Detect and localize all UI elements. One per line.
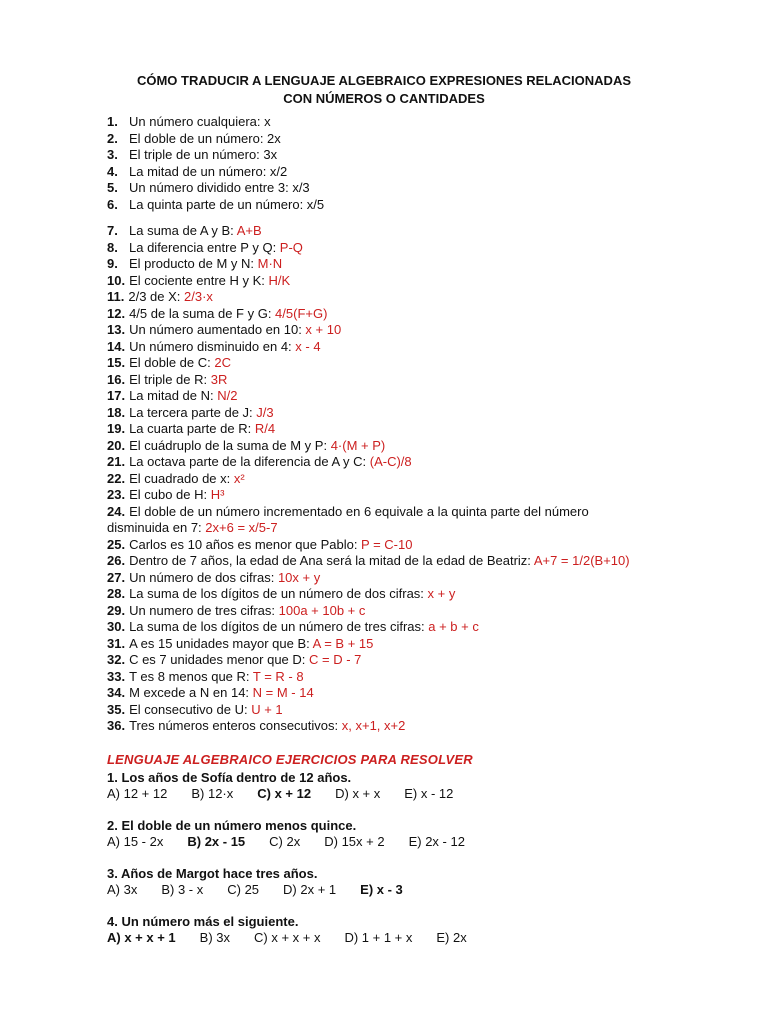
item-number: 3. [107, 147, 118, 162]
option: B) 3x [199, 930, 230, 945]
item-number: 14. [107, 338, 126, 354]
correct-option: A) x + x + 1 [107, 930, 176, 945]
item-text: El doble de un número: 2x [129, 130, 281, 146]
list-item [107, 669, 647, 686]
item-number: 22. [107, 470, 126, 486]
item-number: 15. [107, 355, 126, 370]
option: C) 25 [227, 882, 260, 897]
item-answer: U + 1 [251, 701, 283, 717]
list-item [107, 355, 647, 372]
item-number: 23. [107, 487, 126, 502]
list-item [107, 685, 647, 702]
list-item [107, 372, 647, 389]
item-answer: J/3 [256, 404, 274, 420]
item-text: Carlos es 10 años es menor que Pablo: [129, 536, 362, 552]
question-gap [107, 849, 667, 863]
item-number: 20. [107, 437, 126, 453]
item-answer: (A-C)/8 [369, 454, 412, 469]
item-number: 2. [107, 130, 118, 146]
list-item [107, 487, 647, 504]
option: A) 12 + 12 [107, 786, 168, 801]
list-item [107, 388, 647, 405]
list-item [107, 197, 647, 214]
item-number: 32. [107, 652, 126, 667]
list-item [107, 553, 647, 570]
item-answer: 2C [214, 355, 231, 370]
item-text: Un número dividido entre 3: x/3 [129, 180, 310, 195]
list-item [107, 537, 647, 554]
item-answer: x - 4 [295, 338, 321, 354]
question-text: 3. Años de Margot hace tres años. [107, 866, 318, 881]
item-number: 5. [107, 180, 118, 195]
list-item [107, 147, 647, 164]
item-text: Tres números enteros consecutivos: [129, 718, 342, 733]
question-text: 2. El doble de un número menos quince. [107, 818, 357, 833]
list-item [107, 504, 647, 537]
question-options [107, 786, 667, 801]
question-gap [107, 801, 667, 815]
item-answer: N/2 [217, 388, 238, 403]
correct-option: C) x + 12 [257, 786, 312, 801]
item-answer: A+7 = 1/2(B+10) [533, 553, 630, 568]
list-item [107, 223, 647, 240]
item-answer: 2x+6 = x/5-7 [205, 520, 278, 535]
item-text: Un numero de tres cifras: [129, 602, 279, 618]
list-item [107, 164, 647, 181]
item-answer: R/4 [254, 421, 276, 436]
item-answer: C = D - 7 [309, 652, 362, 667]
question-text: 1. Los años de Sofía dentro de 12 años. [107, 770, 352, 785]
list-item [107, 471, 647, 488]
item-answer: x + 10 [305, 322, 342, 337]
title-line-2: CON NÚMEROS O CANTIDADES [283, 91, 485, 106]
title-line-1: CÓMO TRADUCIR A LENGUAJE ALGEBRAICO EXPRESIONES RELACIONADAS [136, 73, 632, 88]
item-text: C es 7 unidades menor que D: [129, 652, 310, 667]
list-item [107, 405, 647, 422]
item-text: La cuarta parte de R: [129, 421, 255, 436]
translation-list [107, 114, 647, 735]
item-answer: P-Q [279, 239, 303, 255]
list-item [107, 421, 647, 438]
item-text: El doble de C: [129, 355, 215, 370]
list-item [107, 306, 647, 323]
question-gap [107, 897, 667, 911]
list-item [107, 131, 647, 148]
option: A) 15 - 2x [107, 834, 164, 849]
item-text: La tercera parte de J: [129, 404, 257, 420]
item-text: El cuádruplo de la suma de M y P: [129, 437, 331, 453]
item-answer: 10x + y [277, 569, 321, 585]
item-number: 6. [107, 196, 118, 212]
item-answer: H³ [210, 487, 225, 502]
item-text: 4/5 de la suma de F y G: [129, 305, 276, 321]
item-text: Un número aumentado en 10: [129, 322, 306, 337]
item-number: 8. [107, 239, 118, 255]
list-item [107, 114, 647, 131]
item-text: La quinta parte de un número: x/5 [129, 196, 325, 212]
item-number: 12. [107, 305, 126, 321]
item-text: El doble de un número incrementado en 6 equivale a la quinta parte del número disminuida en 7: [107, 503, 589, 535]
item-number: 13. [107, 322, 126, 337]
item-answer: 4·(M + P) [330, 437, 386, 453]
list-item [107, 718, 647, 735]
list-item [107, 322, 647, 339]
item-text: El triple de un número: 3x [129, 147, 278, 162]
item-text: La mitad de un número: x/2 [129, 163, 288, 179]
item-text: La suma de A y B: [129, 223, 237, 238]
item-number: 17. [107, 388, 126, 403]
item-text: La mitad de N: [129, 388, 218, 403]
item-number: 11. [107, 289, 125, 304]
item-number: 1. [107, 114, 118, 129]
list-item [107, 702, 647, 719]
list-item [107, 273, 647, 290]
item-answer: H/K [268, 272, 291, 288]
item-number: 25. [107, 536, 126, 552]
item-text: El producto de M y N: [129, 256, 258, 271]
item-answer: x² [233, 470, 245, 486]
item-number: 33. [107, 668, 126, 684]
item-number: 31. [107, 635, 126, 651]
question-options [107, 882, 667, 897]
item-answer: M·N [257, 256, 283, 271]
item-number: 9. [107, 256, 118, 271]
list-gap [107, 213, 647, 223]
list-item [107, 636, 647, 653]
item-number: 4. [107, 163, 118, 179]
option: E) 2x [436, 930, 467, 945]
option: B) 12·x [191, 786, 234, 801]
option: C) 2x [269, 834, 301, 849]
item-answer: 100a + 10b + c [278, 602, 366, 618]
item-text: El triple de R: [129, 371, 211, 387]
exercises-section [107, 752, 667, 945]
item-text: A es 15 unidades mayor que B: [129, 635, 313, 651]
document-title [0, 72, 768, 108]
item-text: La suma de los dígitos de un número de tres cifras: [129, 619, 429, 634]
list-item [107, 289, 647, 306]
item-answer: A+B [236, 223, 262, 238]
item-number: 24. [107, 503, 126, 519]
item-answer: T = R - 8 [252, 668, 304, 684]
item-text: Un número disminuido en 4: [129, 338, 296, 354]
option: B) 3 - x [161, 882, 204, 897]
list-item [107, 240, 647, 257]
correct-option: E) x - 3 [360, 882, 403, 897]
item-text: Dentro de 7 años, la edad de Ana será la mitad de la edad de Beatriz: [129, 553, 534, 568]
item-answer: P = C-10 [361, 536, 413, 552]
item-number: 29. [107, 602, 126, 618]
question-text: 4. Un número más el siguiente. [107, 914, 299, 929]
option: D) 1 + 1 + x [344, 930, 413, 945]
item-number: 18. [107, 404, 126, 420]
item-number: 28. [107, 586, 126, 601]
item-text: T es 8 menos que R: [129, 668, 253, 684]
item-number: 35. [107, 701, 126, 717]
item-text: El cuadrado de x: [129, 470, 234, 486]
option: C) x + x + x [254, 930, 321, 945]
question-options [107, 834, 667, 849]
item-text: M excede a N en 14: [129, 685, 253, 700]
item-number: 36. [107, 718, 126, 733]
list-item [107, 256, 647, 273]
item-number: 10. [107, 272, 126, 288]
item-number: 26. [107, 553, 126, 568]
list-item [107, 339, 647, 356]
item-text: 2/3 de X: [128, 289, 185, 304]
item-text: La suma de los dígitos de un número de dos cifras: [129, 586, 428, 601]
list-item [107, 652, 647, 669]
item-answer: A = B + 15 [312, 635, 374, 651]
item-answer: N = M - 14 [252, 685, 314, 700]
item-text: El consecutivo de U: [129, 701, 252, 717]
list-item [107, 454, 647, 471]
question-options [107, 930, 667, 945]
item-number: 19. [107, 421, 126, 436]
item-text: La diferencia entre P y Q: [129, 239, 280, 255]
list-item [107, 570, 647, 587]
exercises-title: LENGUAJE ALGEBRAICO EJERCICIOS PARA RESOLVER [107, 752, 473, 767]
option: D) x + x [335, 786, 381, 801]
item-answer: 3R [210, 371, 228, 387]
item-number: 34. [107, 685, 126, 700]
option: D) 2x + 1 [283, 882, 337, 897]
item-number: 16. [107, 371, 126, 387]
item-answer: x + y [427, 586, 456, 601]
correct-option: B) 2x - 15 [187, 834, 246, 849]
option: E) x - 12 [404, 786, 454, 801]
item-text: La octava parte de la diferencia de A y C: [129, 454, 370, 469]
item-answer: 4/5(F+G) [275, 305, 328, 321]
item-number: 21. [107, 454, 126, 469]
list-item [107, 586, 647, 603]
item-text: Un número de dos cifras: [129, 569, 278, 585]
item-answer: x, x+1, x+2 [341, 718, 406, 733]
item-number: 27. [107, 569, 126, 585]
option: E) 2x - 12 [408, 834, 465, 849]
list-item [107, 180, 647, 197]
item-text: El cubo de H: [129, 487, 211, 502]
option: A) 3x [107, 882, 138, 897]
list-item [107, 603, 647, 620]
option: D) 15x + 2 [324, 834, 385, 849]
item-number: 30. [107, 619, 126, 634]
questions-list [107, 770, 667, 945]
item-number: 7. [107, 223, 118, 238]
item-text: El cociente entre H y K: [129, 272, 269, 288]
list-item [107, 438, 647, 455]
list-item [107, 619, 647, 636]
item-answer: 2/3·x [184, 289, 213, 304]
item-text: Un número cualquiera: x [129, 114, 271, 129]
item-answer: a + b + c [428, 619, 479, 634]
